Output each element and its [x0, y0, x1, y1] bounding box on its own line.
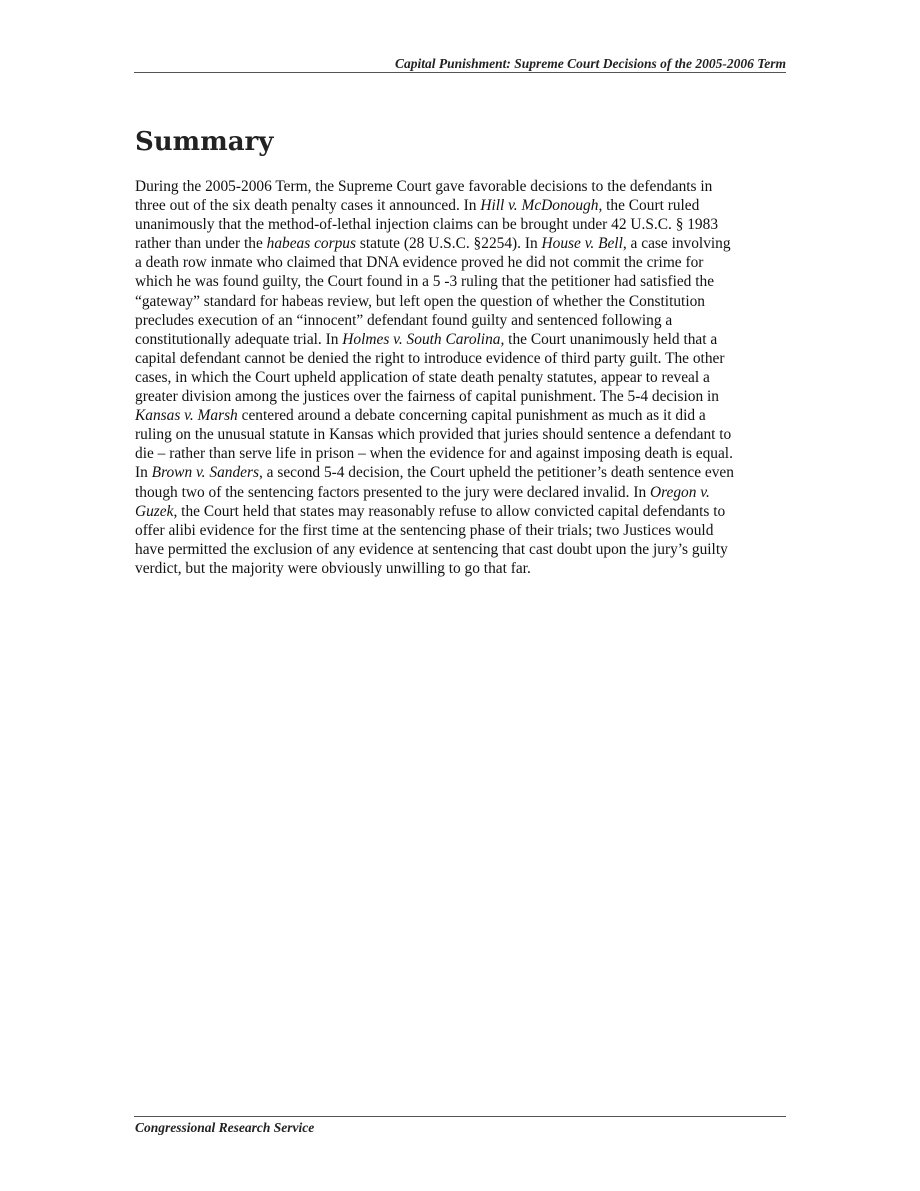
summary-text: capital defendant cannot be denied the right to introduce evidence of third party guilt. The other	[135, 349, 725, 367]
summary-line	[135, 215, 787, 234]
header-divider	[134, 72, 786, 73]
summary-paragraph	[135, 177, 787, 578]
summary-text: constitutionally adequate trial. In	[135, 330, 343, 348]
summary-line	[135, 463, 787, 482]
summary-line	[135, 177, 787, 196]
summary-line	[135, 387, 787, 406]
summary-text: have permitted the exclusion of any evidence at sentencing that cast doubt upon the jury’s guilty	[135, 540, 728, 558]
page-title: Summary	[135, 127, 274, 157]
summary-line	[135, 330, 787, 349]
summary-line	[135, 272, 787, 291]
summary-text: cases, in which the Court upheld application of state death penalty statutes, appear to reveal a	[135, 368, 710, 386]
case-name: House v. Bell	[541, 235, 623, 253]
summary-text: three out of the six death penalty cases it announced. In	[135, 197, 481, 215]
summary-text: ruling on the unusual statute in Kansas which provided that juries should sentence a defendant to	[135, 426, 732, 444]
summary-line	[135, 540, 787, 559]
summary-text: centered around a debate concerning capital punishment as much as it did a	[237, 407, 706, 425]
case-name: Guzek	[135, 502, 174, 520]
summary-text: offer alibi evidence for the first time at the sentencing phase of their trials; two Justices would	[135, 521, 714, 539]
case-name: Hill v. McDonough,	[480, 197, 603, 215]
summary-line	[135, 349, 787, 368]
running-footer: Congressional Research Service	[135, 1120, 315, 1135]
summary-line	[135, 253, 787, 272]
case-name: Brown v. Sanders	[151, 464, 259, 482]
summary-line	[135, 406, 787, 425]
summary-line	[135, 368, 787, 387]
footer-divider	[134, 1116, 786, 1117]
summary-text: , a case involving	[622, 235, 731, 253]
summary-text: , the Court held that states may reasonably refuse to allow convicted capital defendants to	[173, 502, 726, 520]
summary-line	[135, 311, 787, 330]
summary-line	[135, 444, 787, 463]
summary-text: greater division among the justices over the fairness of capital punishment. The 5-4 decision in	[135, 388, 719, 406]
summary-text: In	[135, 464, 152, 482]
summary-text: rather than under the	[135, 235, 267, 253]
summary-text: unanimously that the method-of-lethal injection claims can be brought under 42 U.S.C. § 1983	[135, 216, 719, 234]
summary-text: the Court unanimously held that a	[504, 330, 718, 348]
summary-line	[135, 559, 787, 578]
summary-text: the Court ruled	[602, 197, 700, 215]
summary-line	[135, 196, 787, 215]
summary-line	[135, 521, 787, 540]
case-name: Holmes v. South Carolina,	[342, 330, 505, 348]
summary-text: statute (28 U.S.C. §2254). In	[355, 235, 542, 253]
summary-line	[135, 502, 787, 521]
summary-line	[135, 234, 787, 253]
summary-text: verdict, but the majority were obviously unwilling to go that far.	[135, 559, 531, 577]
summary-line	[135, 483, 787, 502]
summary-text: , a second 5-4 decision, the Court upheld the petitioner’s death sentence even	[258, 464, 734, 482]
summary-text: a death row inmate who claimed that DNA evidence proved he did not commit the crime for	[135, 254, 704, 272]
case-name: Oregon v.	[650, 483, 710, 501]
case-name: Kansas v. Marsh	[135, 407, 238, 425]
summary-line	[135, 292, 787, 311]
summary-text: “gateway” standard for habeas review, but left open the question of whether the Constitution	[135, 292, 705, 310]
summary-text: During the 2005-2006 Term, the Supreme Court gave favorable decisions to the defendants in	[135, 178, 713, 195]
case-name: habeas corpus	[266, 235, 356, 253]
summary-text: though two of the sentencing factors presented to the jury were declared invalid. In	[135, 483, 650, 501]
summary-text: precludes execution of an “innocent” defendant found guilty and sentenced following a	[135, 311, 673, 329]
running-header: Capital Punishment: Supreme Court Decisions of the 2005-2006 Term	[394, 56, 786, 71]
summary-line	[135, 425, 787, 444]
summary-text: die – rather than serve life in prison – when the evidence for and against imposing death is equal.	[135, 445, 733, 463]
summary-text: which he was found guilty, the Court found in a 5 -3 ruling that the petitioner had satisfied the	[135, 273, 715, 291]
